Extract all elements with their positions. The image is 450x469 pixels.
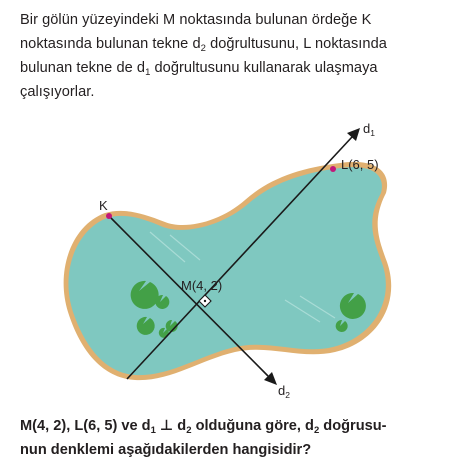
label-d2 bbox=[278, 383, 290, 398]
question-text bbox=[20, 414, 445, 462]
label-M: M(4, 2) bbox=[181, 278, 223, 293]
intro-line-3-a: bulunan tekne de d bbox=[20, 60, 146, 76]
intro-line-3-b: doğrultusunu kullanarak ulaşmaya bbox=[150, 60, 378, 76]
question-line-1 bbox=[20, 414, 445, 438]
intro-line-1: Bir gölün yüzeyindeki M noktasında bulunan ördeğe K bbox=[20, 12, 372, 28]
intro-line-2-b: doğrultusunu, L noktasında bbox=[205, 36, 387, 52]
intro-line-4: çalışıyorlar. bbox=[20, 84, 95, 100]
point-L bbox=[330, 166, 336, 172]
d1-arrowhead bbox=[347, 128, 360, 141]
label-L: L(6, 5) bbox=[341, 157, 379, 172]
question-line-1-a: M(4, 2), L(6, 5) ve d bbox=[20, 418, 151, 434]
label-d1 bbox=[363, 121, 375, 136]
point-K bbox=[106, 213, 112, 219]
question-line-1-c: olduğuna göre, d bbox=[191, 418, 314, 434]
label-K: K bbox=[99, 198, 108, 213]
label-d2-letter: d bbox=[278, 383, 286, 398]
d1-subscript: 1 bbox=[145, 67, 151, 78]
question-sub-3: 2 bbox=[313, 425, 320, 436]
label-d1-subscript: 1 bbox=[370, 128, 375, 138]
question-sub-1: 1 bbox=[150, 425, 156, 436]
question-sub-2: 2 bbox=[186, 425, 192, 436]
label-d1-letter: d bbox=[363, 121, 371, 136]
label-d2-subscript: 2 bbox=[285, 390, 290, 400]
question-line-1-b: ⊥ d bbox=[155, 418, 187, 434]
d2-subscript: 2 bbox=[200, 43, 206, 54]
question-line-1-d: doğrusu- bbox=[319, 418, 387, 434]
right-angle-dot bbox=[204, 300, 206, 302]
intro-line-2-a: noktasında bulunan tekne d bbox=[20, 36, 201, 52]
question-line-2: nun denklemi aşağıdakilerden hangisidir? bbox=[20, 442, 312, 458]
